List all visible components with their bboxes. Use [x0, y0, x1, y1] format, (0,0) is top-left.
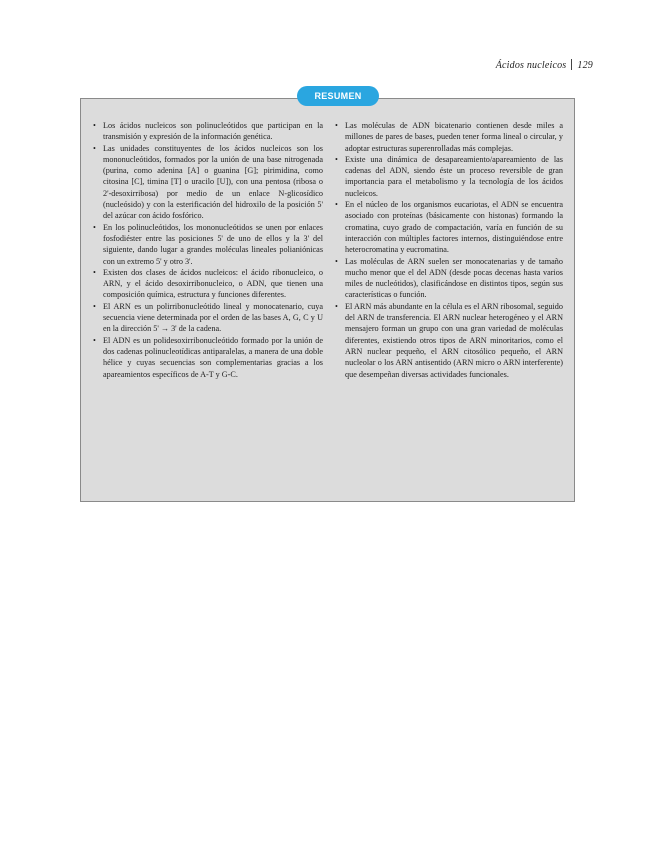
running-head [496, 59, 593, 71]
header-divider [571, 59, 572, 70]
summary-bullet: • Existe una dinámica de desapareamiento/apareamiento de las cadenas del ADN, siendo éste un proceso reversible de gran importancia para el metabolismo y la tecnología de los ácidos nucleicos. [335, 154, 563, 199]
summary-bullet: • Las unidades constituyentes de los ácidos nucleicos son los mononucleótidos, formados por la unión de una base nitrogenada (purina, como adenina [A] o guanina [G]; pirimidina, como citosina [C], timina [T] o uracilo [U]), con una pentosa (ribosa o 2'-desoxirribosa) por medio de un enlace N-glicosídico (nucleósido) y con la esterificación del hidroxilo de la posición 5' del azúcar con ácido fosfórico. [93, 143, 323, 222]
summary-bullet: • Los ácidos nucleicos son polinucleótidos que participan en la transmisión y expresión de la información genética. [93, 120, 323, 143]
summary-right-column [335, 120, 563, 380]
summary-bullet: • Las moléculas de ARN suelen ser monocatenarias y de tamaño mucho menor que el del ADN (desde pocas decenas hasta varios miles de nucleótidos), clasificándose en distintos tipos, según sus características o función. [335, 256, 563, 301]
summary-box [80, 98, 575, 502]
summary-left-column [93, 120, 323, 380]
summary-bullet: • El ADN es un polidesoxirribonucleótido formado por la unión de dos cadenas polinucleotídicas antiparalelas, a manera de una doble hélice y cuyas secuencias son complementarias gracias a los apareamientos específicos de A-T y G-C. [93, 335, 323, 380]
summary-bullet: • Las moléculas de ADN bicatenario contienen desde miles a millones de pares de bases, pueden tener forma lineal o circular, y adoptar estructuras superenrolladas más complejas. [335, 120, 563, 154]
summary-bullet: • En el núcleo de los organismos eucariotas, el ADN se encuentra asociado con proteínas (básicamente con histonas) formando la cromatina, cuyo grado de compactación, varía en función de su interacción con múltiples factores internos, distinguiéndose entre heterocromatina y eucromatina. [335, 199, 563, 255]
summary-bullet: • El ARN es un polirribonucleótido lineal y monocatenario, cuya secuencia viene determinada por el orden de las bases A, G, C y U en la dirección 5' → 3' de la cadena. [93, 301, 323, 335]
summary-bullet: • En los polinucleótidos, los mononucleótidos se unen por enlaces fosfodiéster entre las posiciones 5' de uno de ellos y la 3' del siguiente, dando lugar a grandes moléculas lineales polianiónicas con un extremo 5' y otro 3'. [93, 222, 323, 267]
page-number: 129 [577, 60, 593, 71]
summary-bullet: • El ARN más abundante en la célula es el ARN ribosomal, seguido del ARN de transferencia. El ARN nuclear heterogéneo y el ARN mensajero forman un grupo con una gran variedad de moléculas diferentes, existiendo otros tipos de ARN minoritarios, como el ARN nuclear pequeño, el ARN citosólico pequeño, el ARN nucleolar o los ARN antisentido (ARN micro o ARN interferente) que desempeñan diversas actividades funcionales. [335, 301, 563, 380]
summary-bullet: • Existen dos clases de ácidos nucleicos: el ácido ribonucleico, o ARN, y el ácido desoxirribonucleico, o ADN, que tienen una composición química, estructura y funciones diferentes. [93, 267, 323, 301]
summary-badge: RESUMEN [297, 86, 379, 106]
section-title: Ácidos nucleicos [495, 60, 567, 71]
